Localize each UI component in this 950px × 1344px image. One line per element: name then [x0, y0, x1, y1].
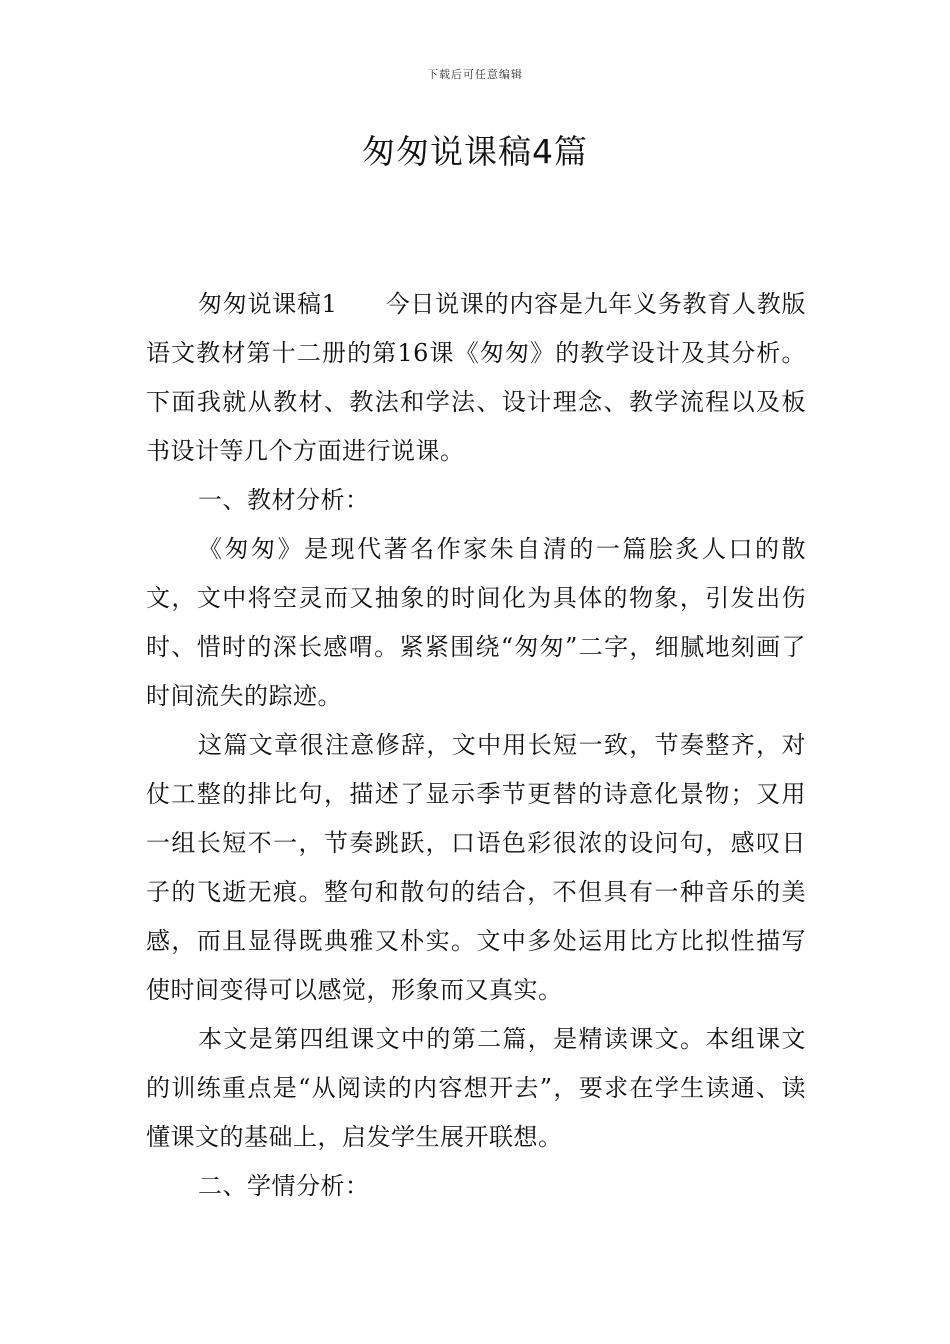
paragraph-text: 今日说课的内容是九年义务教育人教版语文教材第十二册的第16课《匆匆》的教学设计及其分析。下面我就从教材、教法和学法、设计理念、教学流程以及板书设计等几个方面进行说课。	[146, 290, 807, 465]
paragraph-intro	[146, 280, 806, 476]
header-note: 下载后可任意编辑	[427, 68, 523, 81]
section-heading-textbook-analysis: 一、教材分析：	[198, 486, 370, 514]
document-body	[146, 280, 806, 1211]
section-heading-student-analysis: 二、学情分析：	[198, 1172, 370, 1200]
section-lead-label: 匆匆说课稿1	[198, 290, 338, 318]
paragraph-unit-focus: 本文是第四组课文中的第二篇，是精读课文。本组课文的训练重点是“从阅读的内容想开去”，要求在学生读通、读懂课文的基础上，启发学生展开联想。	[146, 1025, 806, 1151]
document-title: 匆匆说课稿4篇	[362, 132, 588, 171]
paragraph-rhetoric: 这篇文章很注意修辞，文中用长短一致，节奏整齐，对仗工整的排比句，描述了显示季节更替的诗意化景物；又用一组长短不一，节奏跳跃，口语色彩很浓的设问句，感叹日子的飞逝无痕。整句和散句的结合，不但具有一种音乐的美感，而且显得既典雅又朴实。文中多处运用比方比拟性描写使时间变得可以感觉，形象而又真实。	[146, 731, 806, 1004]
paragraph-textbook-overview: 《匆匆》是现代著名作家朱自清的一篇脍炙人口的散文，文中将空灵而又抽象的时间化为具体的物象，引发出伤时、惜时的深长感喟。紧紧围绕“匆匆”二字，细腻地刻画了时间流失的踪迹。	[146, 535, 806, 710]
